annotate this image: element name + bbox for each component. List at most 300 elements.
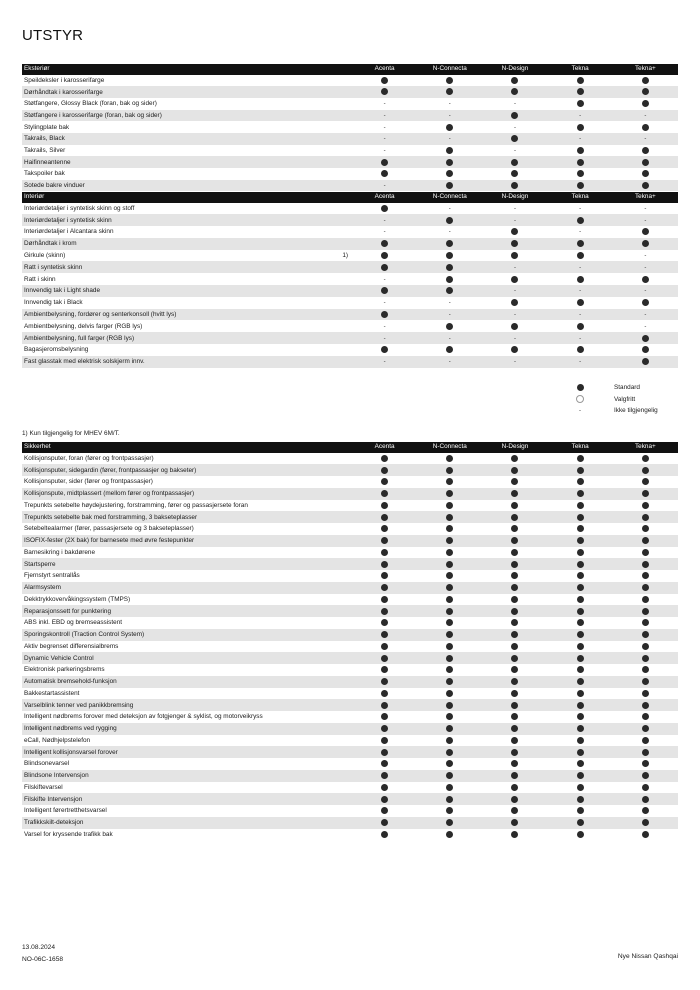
standard-dot-icon xyxy=(446,807,453,814)
standard-dot-icon xyxy=(577,760,584,767)
availability-cell xyxy=(548,629,613,641)
standard-dot-icon xyxy=(381,749,388,756)
standard-dot-icon xyxy=(511,159,518,166)
table-row xyxy=(22,464,678,476)
standard-dot-icon xyxy=(446,655,453,662)
availability-cell xyxy=(417,558,482,570)
availability-cell xyxy=(548,699,613,711)
availability-cell xyxy=(613,746,678,758)
standard-dot-icon xyxy=(446,537,453,544)
availability-cell xyxy=(352,770,417,782)
availability-cell xyxy=(352,523,417,535)
legend-label-not-available: Ikke tilgjengelig xyxy=(614,407,658,415)
footer-model: Nye Nissan Qashqai xyxy=(617,953,678,960)
standard-dot-icon xyxy=(577,217,584,224)
not-available-dash: - xyxy=(383,276,386,283)
standard-dot-icon xyxy=(642,784,649,791)
table-row xyxy=(22,203,678,215)
table-row xyxy=(22,723,678,735)
standard-dot-icon xyxy=(577,252,584,259)
availability-cell xyxy=(352,746,417,758)
availability-cell xyxy=(352,793,417,805)
availability-cell xyxy=(613,652,678,664)
availability-cell xyxy=(548,488,613,500)
standard-dot-icon xyxy=(642,831,649,838)
availability-cell xyxy=(417,121,482,133)
standard-dot-icon xyxy=(511,561,518,568)
standard-dot-icon xyxy=(577,100,584,107)
feature-label: Ratt i syntetisk skinn xyxy=(22,261,322,273)
availability-cell xyxy=(613,617,678,629)
availability-cell xyxy=(417,782,482,794)
standard-dot-icon xyxy=(446,217,453,224)
table-row xyxy=(22,344,678,356)
availability-cell xyxy=(613,582,678,594)
not-available-dash: - xyxy=(383,136,386,143)
availability-cell xyxy=(482,829,547,841)
standard-dot-icon xyxy=(446,831,453,838)
table-header-row xyxy=(22,192,678,203)
availability-cell xyxy=(417,238,482,250)
standard-dot-icon xyxy=(446,784,453,791)
feature-label: ISOFIX-fester (2X bak) for barnesete med øvre festepunkter xyxy=(22,535,322,547)
availability-cell xyxy=(352,309,417,321)
standard-dot-icon xyxy=(446,584,453,591)
feature-label: Intelligent nødbrems ved rygging xyxy=(22,723,322,735)
standard-dot-icon xyxy=(381,205,388,212)
standard-dot-icon xyxy=(511,608,518,615)
availability-cell xyxy=(352,652,417,664)
availability-cell xyxy=(417,594,482,606)
header-spacer xyxy=(322,442,352,453)
not-available-dash: - xyxy=(448,112,451,119)
availability-cell xyxy=(482,582,547,594)
feature-label: Sporingskontroll (Traction Control System) xyxy=(22,629,322,641)
availability-cell xyxy=(417,699,482,711)
feature-label: Fast glasstak med elektrisk solskjerm innv. xyxy=(22,356,322,368)
not-available-dash: - xyxy=(513,147,516,154)
feature-label: Bakkestartassistent xyxy=(24,689,80,697)
availability-cell xyxy=(352,488,417,500)
availability-cell xyxy=(482,98,547,110)
availability-cell xyxy=(482,168,547,180)
standard-dot-icon xyxy=(511,643,518,650)
not-available-dash: - xyxy=(579,205,582,212)
standard-dot-icon xyxy=(642,276,649,283)
availability-cell xyxy=(482,664,547,676)
standard-dot-icon xyxy=(577,831,584,838)
standard-dot-icon xyxy=(642,335,649,342)
availability-cell xyxy=(548,570,613,582)
availability-cell xyxy=(417,676,482,688)
feature-note xyxy=(322,238,352,250)
availability-cell xyxy=(352,75,417,87)
feature-note xyxy=(322,98,352,110)
standard-dot-icon xyxy=(642,88,649,95)
standard-dot-icon xyxy=(511,537,518,544)
standard-dot-icon xyxy=(381,549,388,556)
page-title: UTSTYR xyxy=(22,27,84,44)
feature-label: Startsperre xyxy=(22,558,322,570)
availability-cell xyxy=(548,156,613,168)
feature-note xyxy=(322,261,352,273)
availability-cell xyxy=(482,250,547,262)
feature-note xyxy=(322,500,352,512)
feature-note xyxy=(322,110,352,122)
availability-cell xyxy=(417,145,482,157)
standard-dot-icon xyxy=(446,323,453,330)
availability-cell xyxy=(613,180,678,192)
availability-cell xyxy=(548,782,613,794)
standard-dot-icon xyxy=(446,467,453,474)
standard-dot-icon xyxy=(642,147,649,154)
availability-cell xyxy=(548,180,613,192)
availability-cell xyxy=(548,641,613,653)
standard-dot-icon xyxy=(446,596,453,603)
standard-dot-icon xyxy=(642,619,649,626)
availability-cell xyxy=(613,488,678,500)
availability-cell xyxy=(417,261,482,273)
availability-cell xyxy=(482,723,547,735)
standard-dot-icon xyxy=(511,549,518,556)
availability-cell xyxy=(352,464,417,476)
availability-cell xyxy=(548,594,613,606)
footnote: 1) Kun tilgjengelig for MHEV 6M/T. xyxy=(22,430,120,437)
table-row xyxy=(22,782,678,794)
availability-cell xyxy=(613,133,678,145)
availability-cell xyxy=(482,226,547,238)
feature-label: Varsel for kryssende trafikk bak xyxy=(24,830,113,838)
feature-note xyxy=(322,344,352,356)
not-available-dash: - xyxy=(644,264,647,271)
standard-dot-icon xyxy=(642,77,649,84)
feature-label: Ratt i skinn xyxy=(24,275,56,283)
feature-note xyxy=(322,582,352,594)
availability-cell xyxy=(548,453,613,465)
not-available-dash: - xyxy=(448,101,451,108)
availability-cell xyxy=(352,699,417,711)
standard-dot-icon xyxy=(577,514,584,521)
standard-dot-icon xyxy=(446,749,453,756)
feature-label: Barnesikring i bakdørene xyxy=(24,548,96,556)
availability-cell xyxy=(352,782,417,794)
feature-note xyxy=(322,758,352,770)
availability-cell xyxy=(482,464,547,476)
standard-dot-icon xyxy=(642,749,649,756)
standard-dot-icon xyxy=(577,323,584,330)
standard-dot-icon xyxy=(446,572,453,579)
feature-label: Filskiftevarsel xyxy=(24,783,63,791)
availability-cell xyxy=(482,214,547,226)
availability-cell xyxy=(548,547,613,559)
standard-dot-icon xyxy=(381,287,388,294)
availability-cell xyxy=(548,145,613,157)
standard-dot-icon xyxy=(577,384,584,391)
feature-label: Ambientbelysning, delvis farger (RGB lys) xyxy=(24,322,143,330)
availability-cell xyxy=(548,805,613,817)
availability-cell xyxy=(352,203,417,215)
not-available-dash: - xyxy=(513,335,516,342)
standard-dot-icon xyxy=(446,561,453,568)
feature-label: Varselblink tenner ved panikkbremsing xyxy=(22,699,322,711)
standard-dot-icon xyxy=(642,713,649,720)
feature-label: Elektronisk parkeringsbrems xyxy=(24,666,105,674)
availability-cell xyxy=(482,285,547,297)
standard-dot-icon xyxy=(511,240,518,247)
availability-cell xyxy=(482,782,547,794)
standard-dot-icon xyxy=(511,831,518,838)
standard-dot-icon xyxy=(381,737,388,744)
standard-dot-icon xyxy=(381,346,388,353)
standard-dot-icon xyxy=(381,807,388,814)
availability-cell xyxy=(482,86,547,98)
not-available-dash: - xyxy=(383,124,386,131)
standard-dot-icon xyxy=(577,561,584,568)
availability-cell xyxy=(613,86,678,98)
standard-dot-icon xyxy=(446,549,453,556)
not-available-dash: - xyxy=(383,335,386,342)
availability-cell xyxy=(352,476,417,488)
availability-cell xyxy=(613,226,678,238)
exterior-table xyxy=(22,64,678,191)
standard-dot-icon xyxy=(511,514,518,521)
standard-dot-icon xyxy=(511,77,518,84)
availability-cell xyxy=(613,214,678,226)
table-row xyxy=(22,476,678,488)
availability-cell xyxy=(417,500,482,512)
availability-cell xyxy=(417,285,482,297)
availability-cell xyxy=(352,168,417,180)
table-row xyxy=(22,133,678,145)
feature-note: 1) xyxy=(342,252,349,260)
standard-dot-icon xyxy=(446,182,453,189)
availability-cell xyxy=(613,523,678,535)
standard-dot-icon xyxy=(381,88,388,95)
table-row xyxy=(22,558,678,570)
availability-cell xyxy=(482,535,547,547)
table-row xyxy=(22,75,678,87)
feature-note xyxy=(322,523,352,535)
availability-cell xyxy=(613,168,678,180)
availability-cell xyxy=(482,817,547,829)
standard-dot-icon xyxy=(511,772,518,779)
table-row xyxy=(22,582,678,594)
availability-cell xyxy=(482,320,547,332)
availability-cell xyxy=(352,829,417,841)
feature-note xyxy=(322,617,352,629)
standard-dot-icon xyxy=(642,666,649,673)
table-row xyxy=(22,453,678,465)
standard-dot-icon xyxy=(577,666,584,673)
standard-dot-icon xyxy=(511,631,518,638)
availability-cell xyxy=(352,605,417,617)
standard-dot-icon xyxy=(511,478,518,485)
standard-dot-icon xyxy=(381,760,388,767)
availability-cell xyxy=(352,723,417,735)
standard-dot-icon xyxy=(446,147,453,154)
trim-header-acenta: Acenta xyxy=(352,64,417,75)
table-row xyxy=(22,652,678,664)
availability-cell xyxy=(352,676,417,688)
standard-dot-icon xyxy=(446,819,453,826)
feature-label: Fjernstyrt sentrallås xyxy=(24,572,80,580)
standard-dot-icon xyxy=(381,831,388,838)
table-row xyxy=(22,168,678,180)
feature-note xyxy=(322,133,352,145)
availability-cell xyxy=(417,511,482,523)
header-spacer xyxy=(322,192,352,203)
table-row xyxy=(22,110,678,122)
standard-dot-icon xyxy=(511,690,518,697)
feature-label: Trepunkts setebelte bak med forstramming, 3 bakseteplasser xyxy=(22,511,322,523)
standard-dot-icon xyxy=(642,537,649,544)
standard-dot-icon xyxy=(381,690,388,697)
availability-cell xyxy=(548,309,613,321)
availability-cell xyxy=(352,86,417,98)
availability-cell xyxy=(482,699,547,711)
availability-cell xyxy=(482,203,547,215)
availability-cell xyxy=(613,98,678,110)
standard-dot-icon xyxy=(642,608,649,615)
standard-dot-icon xyxy=(446,619,453,626)
section-header: Eksteriør xyxy=(22,64,322,75)
feature-label: Takspoiler bak xyxy=(24,170,65,178)
availability-cell xyxy=(548,793,613,805)
standard-dot-icon xyxy=(381,784,388,791)
availability-cell xyxy=(482,511,547,523)
standard-dot-icon xyxy=(446,678,453,685)
feature-label: eCall, Nødhjelpstelefon xyxy=(24,736,91,744)
availability-cell xyxy=(613,500,678,512)
availability-cell xyxy=(417,664,482,676)
feature-label: ABS inkl. EBD og bremseassistent xyxy=(24,619,123,627)
trim-header-n-design: N-Design xyxy=(482,442,547,453)
standard-dot-icon xyxy=(446,455,453,462)
availability-cell xyxy=(352,511,417,523)
feature-label: Ambientbelysning, full farger (RGB lys) xyxy=(22,332,322,344)
standard-dot-icon xyxy=(642,299,649,306)
availability-cell xyxy=(548,582,613,594)
standard-dot-icon xyxy=(642,502,649,509)
standard-dot-icon xyxy=(642,240,649,247)
trim-header-tekna: Tekna xyxy=(548,192,613,203)
availability-cell xyxy=(417,641,482,653)
availability-cell xyxy=(613,699,678,711)
table-row xyxy=(22,547,678,559)
availability-cell xyxy=(352,214,417,226)
availability-cell xyxy=(352,711,417,723)
standard-dot-icon xyxy=(577,713,584,720)
availability-cell xyxy=(417,758,482,770)
standard-dot-icon xyxy=(511,490,518,497)
availability-cell xyxy=(482,605,547,617)
availability-cell xyxy=(482,652,547,664)
not-available-dash: - xyxy=(513,359,516,366)
feature-note xyxy=(322,770,352,782)
feature-label: Bagasjeromsbelysning xyxy=(24,346,89,354)
feature-note xyxy=(322,453,352,465)
feature-note xyxy=(322,168,352,180)
standard-dot-icon xyxy=(381,678,388,685)
availability-cell xyxy=(417,98,482,110)
standard-dot-icon xyxy=(446,77,453,84)
legend-optional xyxy=(560,394,680,406)
standard-dot-icon xyxy=(642,690,649,697)
availability-cell xyxy=(352,110,417,122)
standard-dot-icon xyxy=(642,631,649,638)
feature-note xyxy=(322,652,352,664)
feature-note xyxy=(322,309,352,321)
standard-dot-icon xyxy=(446,737,453,744)
trim-header-tekna-: Tekna+ xyxy=(613,192,678,203)
feature-note xyxy=(322,488,352,500)
table-row xyxy=(22,238,678,250)
availability-cell xyxy=(352,688,417,700)
standard-dot-icon xyxy=(642,807,649,814)
availability-cell xyxy=(352,98,417,110)
availability-cell xyxy=(417,250,482,262)
availability-cell xyxy=(352,735,417,747)
not-available-dash: - xyxy=(579,264,582,271)
availability-cell xyxy=(417,735,482,747)
table-row xyxy=(22,829,678,841)
availability-cell xyxy=(482,180,547,192)
feature-note xyxy=(322,735,352,747)
standard-dot-icon xyxy=(381,608,388,615)
availability-cell xyxy=(352,535,417,547)
standard-dot-icon xyxy=(577,299,584,306)
availability-cell xyxy=(613,156,678,168)
standard-dot-icon xyxy=(577,455,584,462)
table-row xyxy=(22,735,678,747)
table-header-row xyxy=(22,442,678,453)
availability-cell xyxy=(482,805,547,817)
not-available-dash: - xyxy=(383,217,386,224)
availability-cell xyxy=(548,332,613,344)
availability-cell xyxy=(548,829,613,841)
table-row xyxy=(22,261,678,273)
standard-dot-icon xyxy=(446,264,453,271)
standard-dot-icon xyxy=(642,346,649,353)
standard-dot-icon xyxy=(642,170,649,177)
standard-dot-icon xyxy=(577,584,584,591)
availability-cell xyxy=(548,711,613,723)
standard-dot-icon xyxy=(511,725,518,732)
standard-dot-icon xyxy=(642,819,649,826)
availability-cell xyxy=(613,356,678,368)
standard-dot-icon xyxy=(577,490,584,497)
standard-dot-icon xyxy=(511,88,518,95)
not-available-dash: - xyxy=(579,112,582,119)
not-available-dash: - xyxy=(579,136,582,143)
availability-cell xyxy=(417,582,482,594)
standard-dot-icon xyxy=(577,240,584,247)
availability-cell xyxy=(482,711,547,723)
not-available-dash: - xyxy=(644,112,647,119)
availability-cell xyxy=(482,476,547,488)
standard-dot-icon xyxy=(381,77,388,84)
not-available-dash: - xyxy=(448,205,451,212)
standard-dot-icon xyxy=(577,77,584,84)
availability-cell xyxy=(613,558,678,570)
availability-cell xyxy=(548,297,613,309)
standard-dot-icon xyxy=(446,514,453,521)
standard-dot-icon xyxy=(577,619,584,626)
availability-cell xyxy=(613,332,678,344)
standard-dot-icon xyxy=(577,478,584,485)
table-row xyxy=(22,793,678,805)
availability-cell xyxy=(548,250,613,262)
